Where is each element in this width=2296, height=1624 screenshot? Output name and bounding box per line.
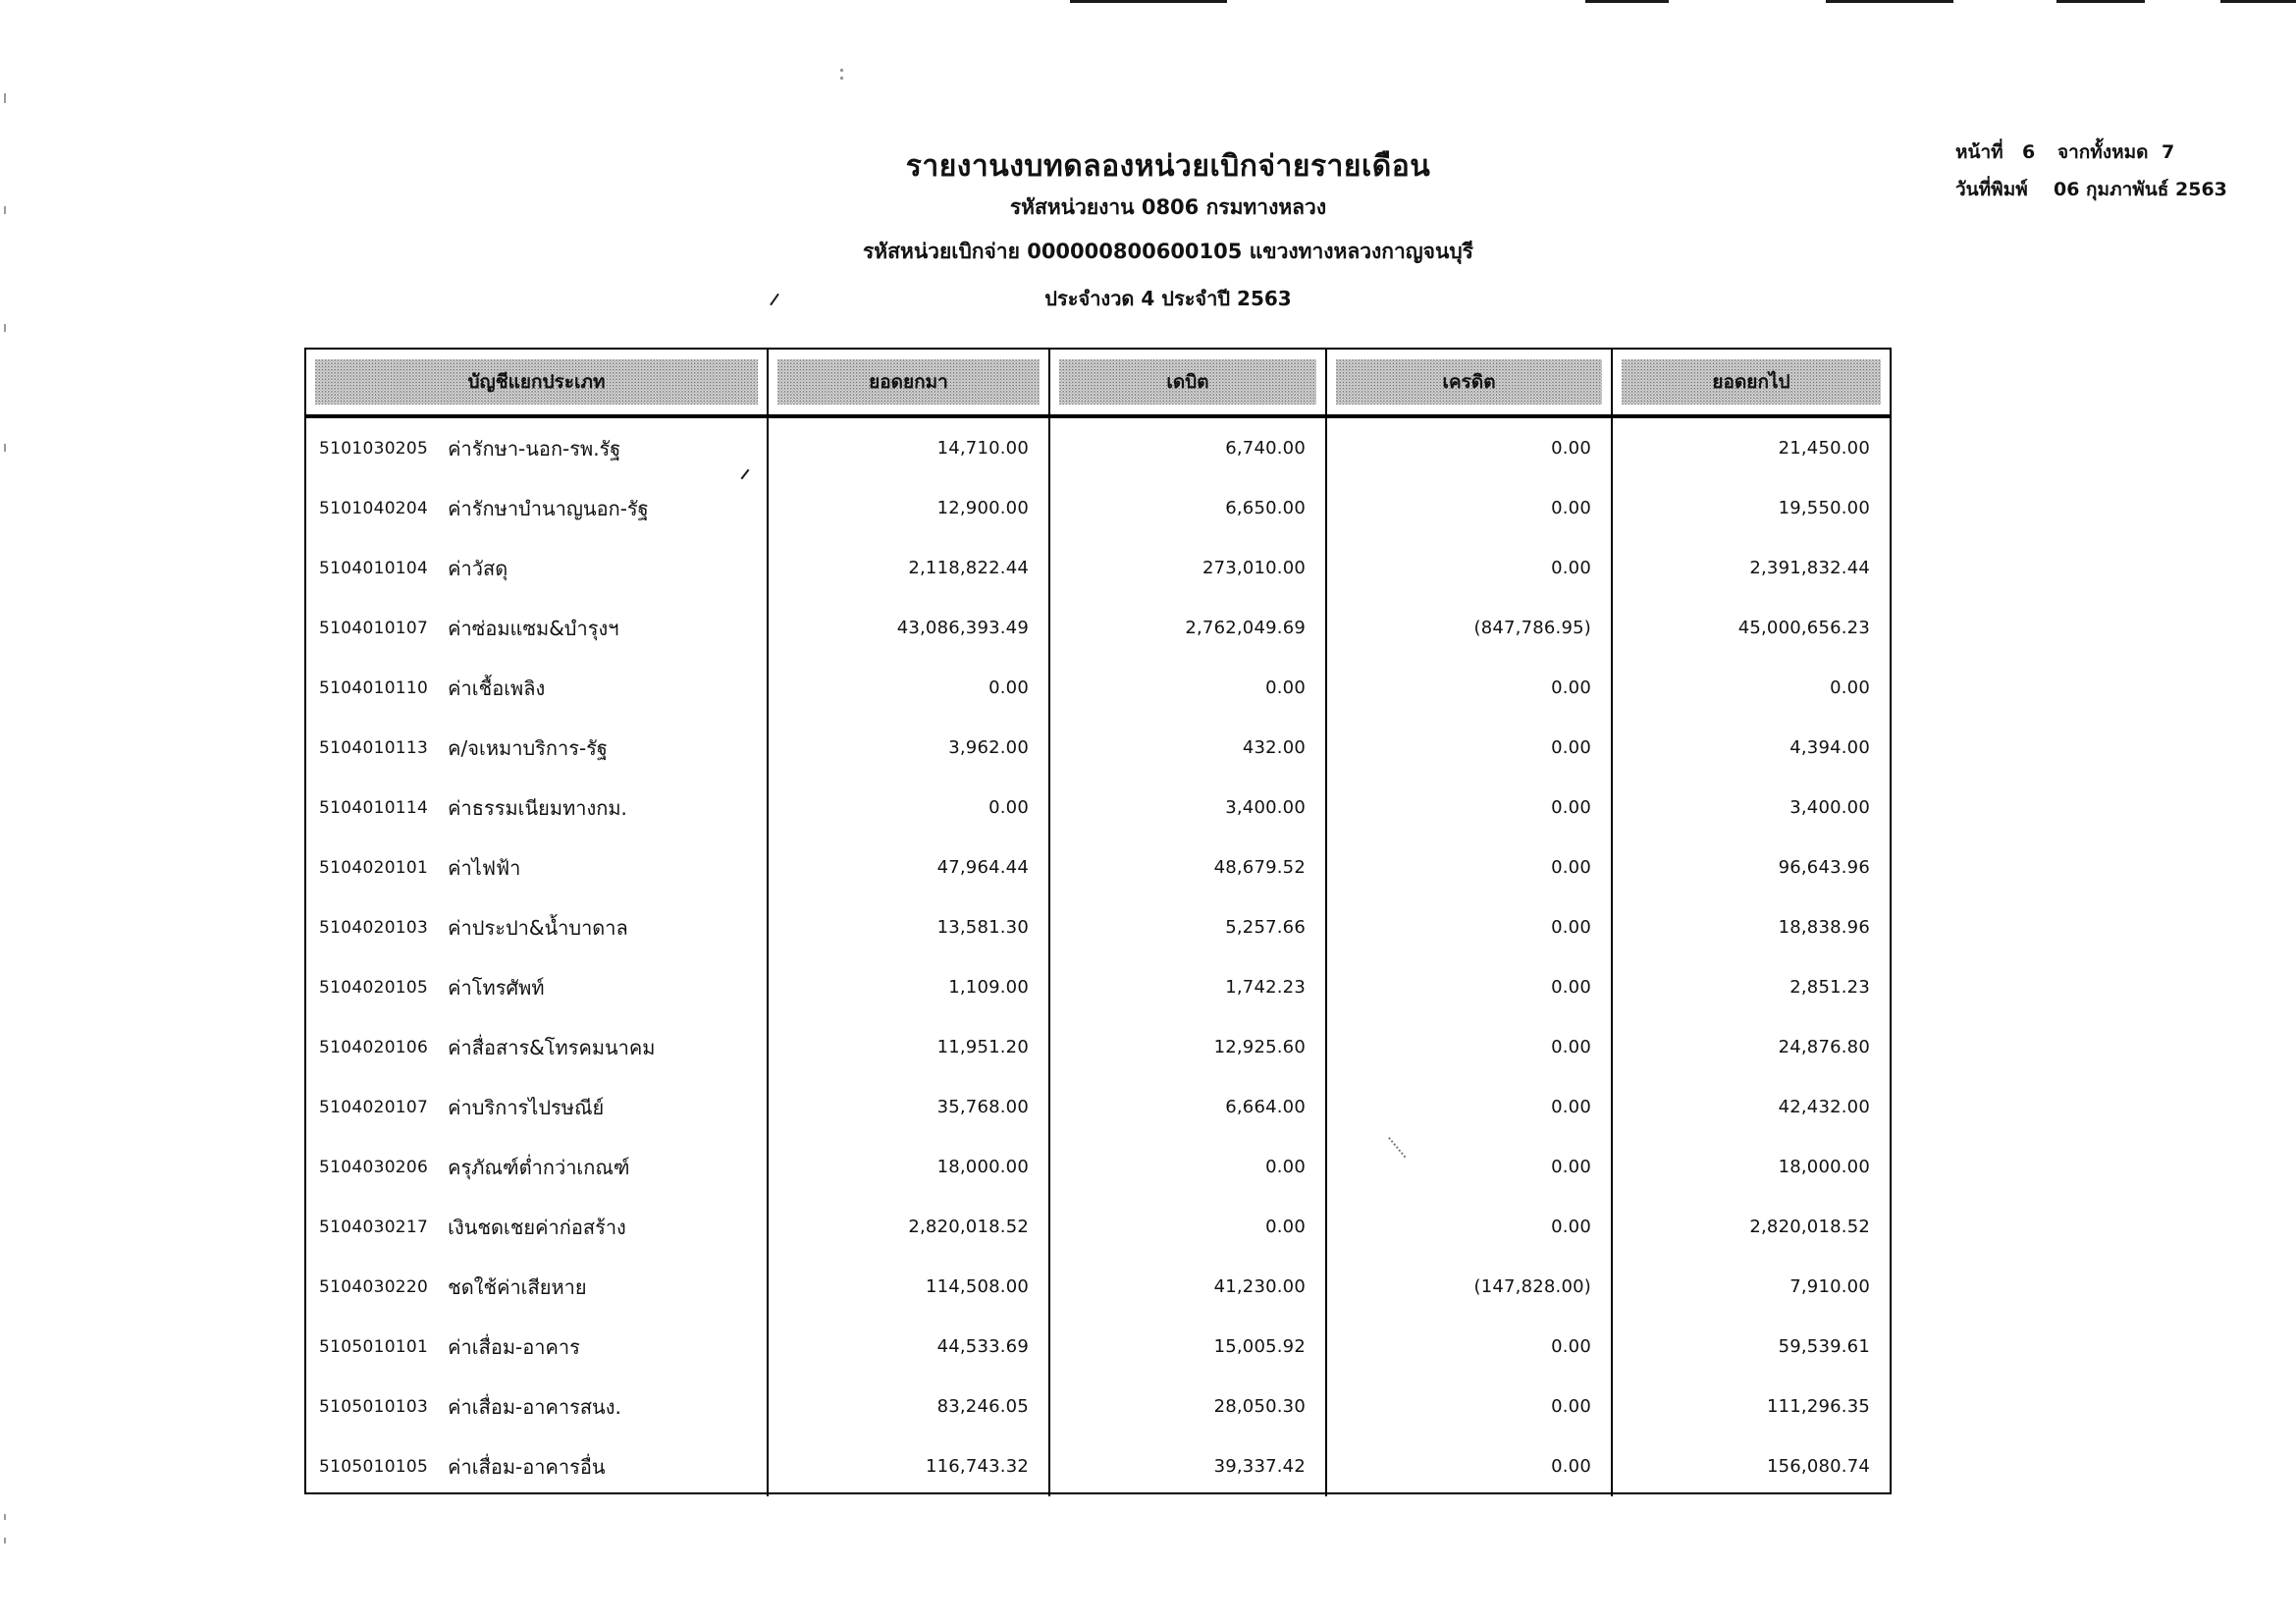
account-cell	[306, 478, 769, 538]
debit-cell: 6,740.00	[1050, 418, 1327, 478]
credit-cell: 0.00	[1327, 658, 1613, 718]
trial-balance-table	[304, 348, 1892, 1494]
report-title: รายงานงบทดลองหน่วยเบิกจ่ายรายเดือน	[905, 149, 1431, 184]
account-name: ค่าประปา&น้ำบาดาล	[448, 915, 628, 940]
credit-cell: 0.00	[1327, 1017, 1613, 1077]
account-name: เงินชดเชยค่าก่อสร้าง	[448, 1215, 626, 1239]
account-code: 5105010103	[319, 1396, 429, 1417]
scan-artifact	[1070, 0, 1227, 3]
account-name: ค่าซ่อมแซม&บำรุงฯ	[448, 616, 619, 640]
carry-forward-cell: 18,000.00	[1778, 1157, 1870, 1177]
agency-code-line: รหัสหน่วยงาน 0806 กรมทางหลวง	[1009, 195, 1327, 219]
debit-cell: 6,664.00	[1050, 1077, 1327, 1137]
balance-forward-cell: 0.00	[769, 778, 1050, 838]
table-body	[306, 418, 1890, 1496]
period-line: ประจำงวด 4 ประจำปี 2563	[1044, 287, 1292, 310]
balance-forward-cell: 1,109.00	[769, 957, 1050, 1017]
account-code: 5104020105	[319, 977, 429, 998]
carry-forward-cell: 2,851.23	[1789, 977, 1870, 998]
debit-cell: 2,762,049.69	[1050, 598, 1327, 658]
account-code: 5105010101	[319, 1336, 429, 1357]
balance-forward-cell: 2,820,018.52	[769, 1197, 1050, 1257]
carry-forward-cell: 156,080.74	[1766, 1456, 1870, 1477]
table-header-row	[306, 350, 1890, 418]
account-name: ค่าธรรมเนียมทางกม.	[448, 795, 627, 820]
account-cell	[306, 1197, 769, 1257]
account-name: ค่าวัสดุ	[448, 556, 508, 580]
scan-artifact	[4, 1538, 6, 1543]
total-pages: 7	[2162, 141, 2175, 163]
table-row	[306, 778, 1890, 838]
table-row	[306, 1436, 1890, 1496]
balance-forward-cell: 3,962.00	[769, 718, 1050, 778]
table-row	[306, 897, 1890, 957]
credit-cell: 0.00	[1327, 897, 1613, 957]
account-cell	[306, 957, 769, 1017]
debit-cell: 6,650.00	[1050, 478, 1327, 538]
debit-cell: 41,230.00	[1050, 1257, 1327, 1317]
account-cell	[306, 1077, 769, 1137]
table-row	[306, 418, 1890, 478]
debit-cell: 3,400.00	[1050, 778, 1327, 838]
scan-artifact	[1585, 0, 1669, 3]
balance-forward-cell: 44,533.69	[769, 1317, 1050, 1377]
header-label-carry-forward: ยอดยกไป	[1622, 359, 1881, 405]
table-row	[306, 598, 1890, 658]
carry-forward-cell: 24,876.80	[1778, 1037, 1870, 1057]
credit-cell: (147,828.00)	[1327, 1257, 1613, 1317]
scan-artifact	[840, 69, 843, 72]
credit-cell: 0.00	[1327, 778, 1613, 838]
balance-forward-cell: 47,964.44	[769, 838, 1050, 897]
account-name: ค่าไฟฟ้า	[448, 855, 521, 880]
balance-forward-cell: 114,508.00	[769, 1257, 1050, 1317]
account-code: 5105010105	[319, 1456, 429, 1477]
header-cell-credit	[1327, 350, 1613, 414]
carry-forward-cell: 2,391,832.44	[1749, 558, 1870, 578]
debit-cell: 28,050.30	[1050, 1377, 1327, 1436]
credit-cell: 0.00	[1327, 1436, 1613, 1496]
scan-artifact	[1826, 0, 1953, 3]
account-cell	[306, 1317, 769, 1377]
account-cell	[306, 1436, 769, 1496]
account-cell	[306, 718, 769, 778]
account-cell	[306, 1377, 769, 1436]
account-code: 5104010113	[319, 737, 429, 758]
account-name: ค่ารักษา-นอก-รพ.รัฐ	[448, 436, 621, 460]
carry-forward-cell: 59,539.61	[1778, 1336, 1870, 1357]
account-name: ค่าเชื้อเพลิง	[448, 676, 546, 700]
scan-artifact	[840, 77, 843, 80]
credit-cell: (847,786.95)	[1327, 598, 1613, 658]
scan-artifact	[2056, 0, 2145, 3]
print-date-value: 06 กุมภาพันธ์ 2563	[2054, 179, 2227, 200]
print-date-label: วันที่พิมพ์	[1955, 179, 2028, 200]
table-row	[306, 1317, 1890, 1377]
account-cell	[306, 1017, 769, 1077]
carry-forward-cell: 111,296.35	[1766, 1396, 1870, 1417]
balance-forward-cell: 11,951.20	[769, 1017, 1050, 1077]
credit-cell: 0.00	[1327, 1137, 1613, 1197]
debit-cell: 48,679.52	[1050, 838, 1327, 897]
account-name: ค่าเสื่อม-อาคารอื่น	[448, 1454, 606, 1479]
carry-forward-cell: 2,820,018.52	[1749, 1217, 1870, 1237]
carry-forward-cell: 21,450.00	[1778, 438, 1870, 459]
account-code: 5104010104	[319, 558, 429, 578]
balance-forward-cell: 43,086,393.49	[769, 598, 1050, 658]
account-code: 5104030206	[319, 1157, 429, 1177]
credit-cell: 0.00	[1327, 418, 1613, 478]
credit-cell: 0.00	[1327, 1317, 1613, 1377]
scan-artifact	[4, 93, 6, 103]
account-code: 5104030220	[319, 1276, 429, 1297]
page-number: 6	[2022, 141, 2036, 163]
account-cell	[306, 1257, 769, 1317]
table-row	[306, 1257, 1890, 1317]
account-code: 5104030217	[319, 1217, 429, 1237]
scan-artifact	[2220, 0, 2296, 3]
account-name: ค่าโทรศัพท์	[448, 975, 545, 1000]
account-name: ค่าสื่อสาร&โทรคมนาคม	[448, 1035, 656, 1059]
debit-cell: 5,257.66	[1050, 897, 1327, 957]
table-row	[306, 538, 1890, 598]
carry-forward-cell: 96,643.96	[1778, 857, 1870, 878]
carry-forward-cell: 7,910.00	[1789, 1276, 1870, 1297]
account-code: 5104020103	[319, 917, 429, 938]
debit-cell: 0.00	[1050, 1137, 1327, 1197]
carry-forward-cell: 4,394.00	[1789, 737, 1870, 758]
header-label-debit: เดบิต	[1059, 359, 1316, 405]
header-cell-carry-forward	[1613, 350, 1890, 414]
carry-forward-cell: 3,400.00	[1789, 797, 1870, 818]
account-code: 5101030205	[319, 438, 429, 459]
debit-cell: 39,337.42	[1050, 1436, 1327, 1496]
header-label-account: บัญชีแยกประเภท	[315, 359, 758, 405]
balance-forward-cell: 116,743.32	[769, 1436, 1050, 1496]
header-label-credit: เครดิต	[1336, 359, 1602, 405]
account-code: 5104010114	[319, 797, 429, 818]
credit-cell: 0.00	[1327, 1377, 1613, 1436]
account-cell	[306, 1137, 769, 1197]
carry-forward-cell: 42,432.00	[1778, 1097, 1870, 1117]
debit-cell: 15,005.92	[1050, 1317, 1327, 1377]
credit-cell: 0.00	[1327, 718, 1613, 778]
account-name: ชดใช้ค่าเสียหาย	[448, 1274, 587, 1299]
balance-forward-cell: 12,900.00	[769, 478, 1050, 538]
balance-forward-cell: 13,581.30	[769, 897, 1050, 957]
table-row	[306, 1017, 1890, 1077]
table-row	[306, 838, 1890, 897]
account-cell	[306, 598, 769, 658]
table-row	[306, 1137, 1890, 1197]
account-name: ค่ารักษาบำนาญนอก-รัฐ	[448, 496, 649, 520]
header-cell-debit	[1050, 350, 1327, 414]
account-cell	[306, 778, 769, 838]
balance-forward-cell: 18,000.00	[769, 1137, 1050, 1197]
balance-forward-cell: 0.00	[769, 658, 1050, 718]
debit-cell: 12,925.60	[1050, 1017, 1327, 1077]
account-code: 5101040204	[319, 498, 429, 518]
header-label-balance-forward: ยอดยกมา	[777, 359, 1040, 405]
account-cell	[306, 658, 769, 718]
disbursement-unit-line: รหัสหน่วยเบิกจ่าย 000000800600105 แขวงทางหลวงกาญจนบุรี	[863, 240, 1473, 263]
balance-forward-cell: 83,246.05	[769, 1377, 1050, 1436]
balance-forward-cell: 35,768.00	[769, 1077, 1050, 1137]
credit-cell: 0.00	[1327, 1197, 1613, 1257]
table-row	[306, 658, 1890, 718]
page-info	[1955, 137, 2227, 212]
account-code: 5104010107	[319, 618, 429, 638]
credit-cell: 0.00	[1327, 957, 1613, 1017]
scan-artifact	[4, 324, 6, 332]
account-code: 5104020101	[319, 857, 429, 878]
debit-cell: 0.00	[1050, 658, 1327, 718]
credit-cell: 0.00	[1327, 538, 1613, 598]
table-row	[306, 718, 1890, 778]
account-cell	[306, 418, 769, 478]
debit-cell: 273,010.00	[1050, 538, 1327, 598]
header-cell-balance-forward	[769, 350, 1050, 414]
scan-artifact	[4, 206, 6, 214]
header-cell-account	[306, 350, 769, 414]
table-row	[306, 478, 1890, 538]
account-cell	[306, 897, 769, 957]
account-name: ค่าเสื่อม-อาคารสนง.	[448, 1394, 621, 1419]
account-code: 5104010110	[319, 677, 429, 698]
credit-cell: 0.00	[1327, 838, 1613, 897]
scan-artifact	[4, 1514, 6, 1520]
debit-cell: 1,742.23	[1050, 957, 1327, 1017]
carry-forward-cell: 0.00	[1830, 677, 1870, 698]
account-name: ครุภัณฑ์ต่ำกว่าเกณฑ์	[448, 1155, 630, 1179]
debit-cell: 432.00	[1050, 718, 1327, 778]
table-row	[306, 1197, 1890, 1257]
carry-forward-cell: 19,550.00	[1778, 498, 1870, 518]
account-cell	[306, 538, 769, 598]
table-row	[306, 1077, 1890, 1137]
balance-forward-cell: 2,118,822.44	[769, 538, 1050, 598]
carry-forward-cell: 18,838.96	[1778, 917, 1870, 938]
balance-forward-cell: 14,710.00	[769, 418, 1050, 478]
carry-forward-cell: 45,000,656.23	[1737, 618, 1870, 638]
table-row	[306, 1377, 1890, 1436]
account-name: ค่าเสื่อม-อาคาร	[448, 1334, 580, 1359]
page-number-row	[1955, 137, 2227, 175]
account-name: ค/จเหมาบริการ-รัฐ	[448, 735, 608, 760]
of-total-label: จากทั้งหมด	[2057, 141, 2149, 163]
print-date-row	[1955, 175, 2227, 212]
account-cell	[306, 838, 769, 897]
scan-artifact	[4, 444, 6, 452]
credit-cell: 0.00	[1327, 478, 1613, 538]
account-code: 5104020107	[319, 1097, 429, 1117]
table-row	[306, 957, 1890, 1017]
account-name: ค่าบริการไปรษณีย์	[448, 1095, 605, 1119]
page-label: หน้าที่	[1955, 141, 2003, 163]
debit-cell: 0.00	[1050, 1197, 1327, 1257]
credit-cell: 0.00	[1327, 1077, 1613, 1137]
account-code: 5104020106	[319, 1037, 429, 1057]
